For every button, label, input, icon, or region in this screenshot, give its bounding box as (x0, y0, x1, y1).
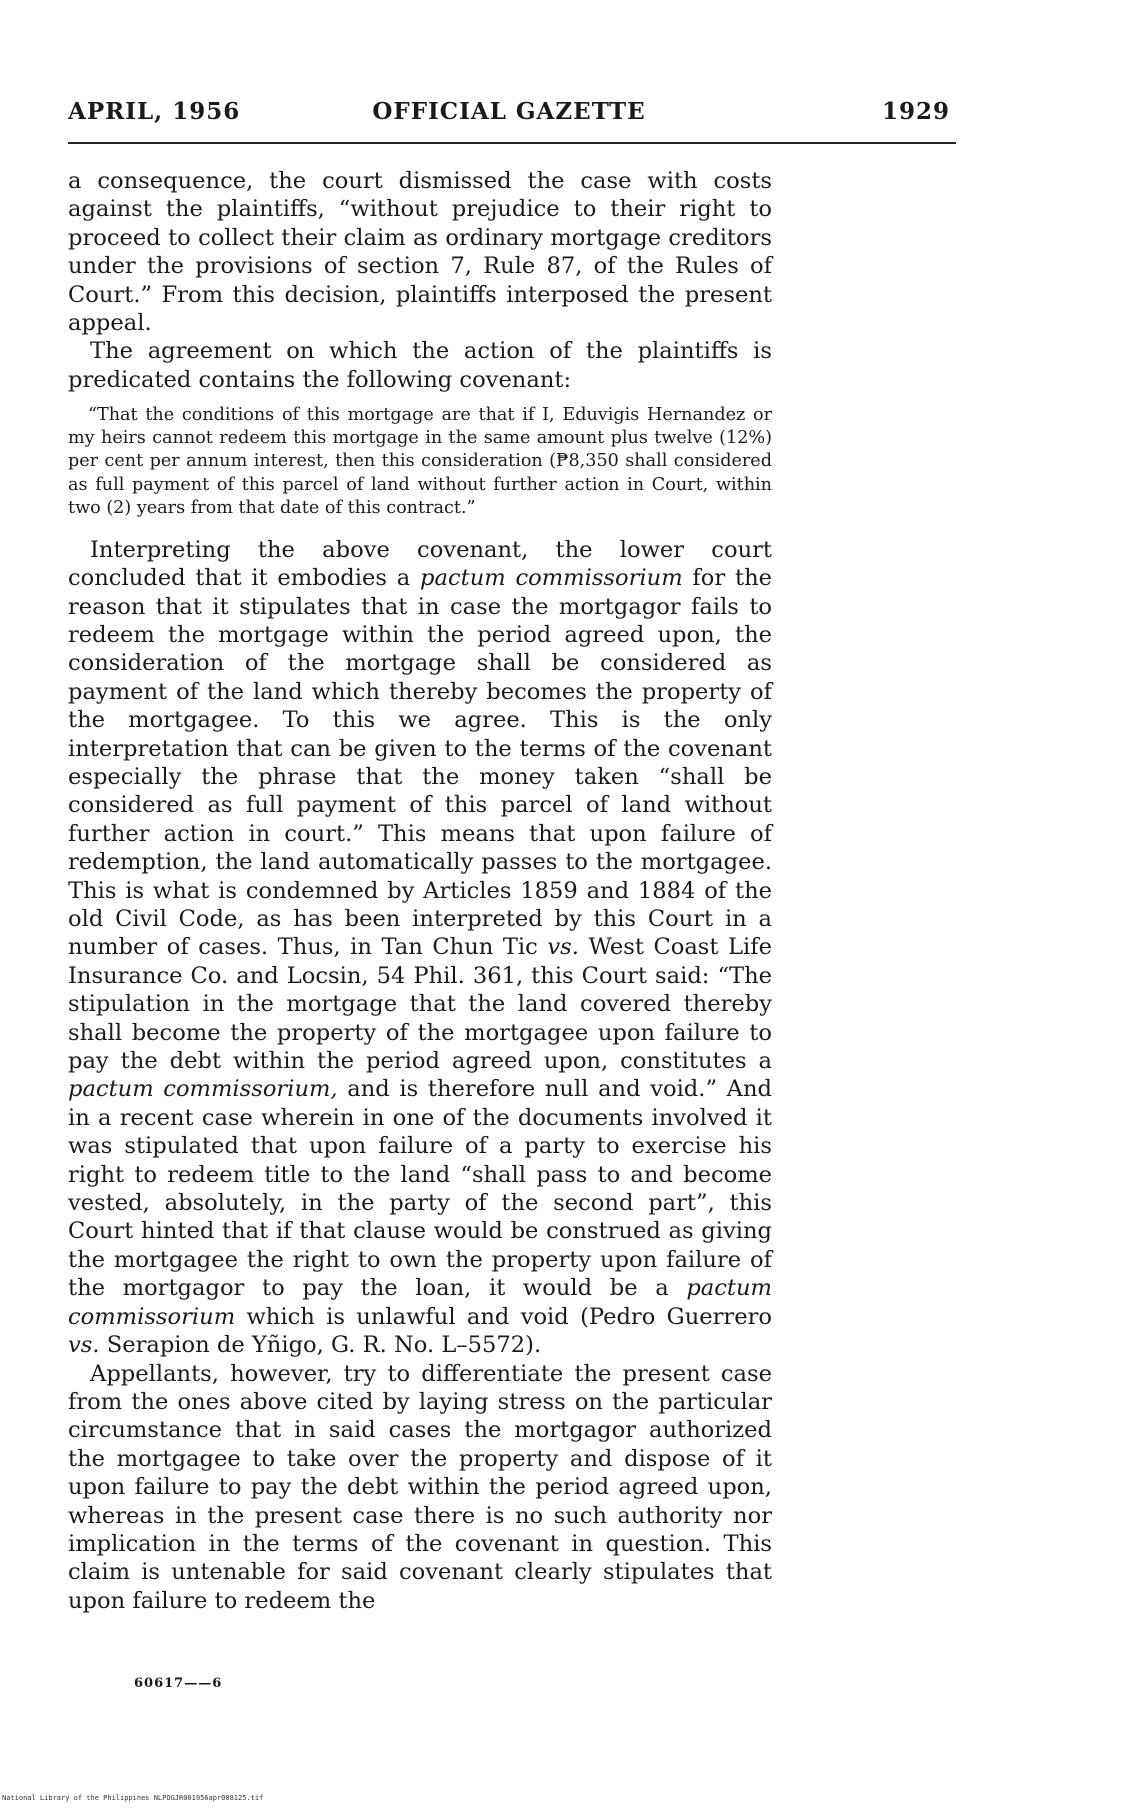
paragraph-2 (68, 337, 772, 394)
print-job-number: 60617——6 (134, 1676, 223, 1691)
header-page-number: 1929 (881, 98, 950, 125)
page-header (68, 98, 950, 134)
paragraph-3-italic: pactum commissorium (68, 1275, 772, 1330)
paragraph-3-text: which is unlawful and void (Pedro Guerrero (235, 1303, 772, 1330)
paragraph-1-text: a consequence, the court dismissed the case with costs against the plaintiffs, “without prejudice to their right to proceed to collect their claim as ordinary mortgage creditors under the provisions of section 7, Rule 87, of the Rules of Court.” From this decision, plaintiffs interposed the present appeal. (68, 168, 772, 337)
paragraph-3-text: Interpreting the above covenant, the lower court concluded that it embodies a (68, 536, 772, 592)
header-title: OFFICIAL GAZETTE (372, 98, 646, 125)
paragraph-3-italic: vs. (547, 934, 579, 961)
paragraph-3-text: West Coast Life Insurance Co. and Locsin, 54 Phil. 361, this Court said: “The stipulation in the mortgage that the land covered thereby shall become the property of the mortgagee upon failure to pay the debt within the period agreed upon, constitutes a (68, 934, 773, 1075)
paragraph-3-italic: vs. (68, 1332, 100, 1359)
paragraph-4-text: Appellants, however, try to differentiate the present case from the ones above cited by laying stress on the particular circumstance that in said cases the mortgagor authorized the mortgagee to take over the property and dispose of it upon failure to pay the debt within the period agreed upon, whereas in the present case there is no such authority nor implication in the terms of the covenant in question. This claim is untenable for said covenant clearly stipulates that upon failure to redeem the (68, 1360, 772, 1614)
body-text (68, 167, 772, 1615)
paragraph-4 (68, 1360, 772, 1616)
header-date: APRIL, 1956 (68, 98, 241, 125)
paragraph-2-text: The agreement on which the action of the plaintiffs is predicated contains the following covenant: (68, 338, 772, 393)
covenant-quote: “That the conditions of this mortgage are that if I, Eduvigis Hernandez or my heirs cannot redeem this mortgage in the same amount plus twelve (12%) per cent per annum interest, then this consideration (₱8,350 shall considered as full payment of this parcel of land without further action in Court, within two (2) years from that date of this contract.” (68, 405, 772, 518)
paragraph-3-italic: pactum commissorium, (68, 1076, 338, 1103)
scan-credit: National Library of the Philippines NLPOGJR001956apr008125.tif (2, 1794, 264, 1802)
paragraph-3-italic: pactum commissorium (420, 565, 683, 592)
header-rule (68, 142, 956, 144)
paragraph-3-text: and is therefore null and void.” And in a recent case wherein in one of the documents involved it was stipulated that upon failure of a party to exercise his right to redeem title to the land “shall pass to and become vested, absolutely, in the party of the second part”, this Court hinted that if that clause would be construed as giving the mortgagee the right to own the property upon failure of the mortgagor to pay the loan, it would be a (68, 1076, 772, 1302)
paragraph-3-text: for the reason that it stipulates that in case the mortgagor fails to redeem the mortgage within the period agreed upon, the consideration of the mortgage shall be considered as payment of the land which thereby becomes the property of the mortgagee. To this we agree. This is the only interpretation that can be given to the terms of the covenant especially the phrase that the money taken “shall be considered as full payment of this parcel of land without further action in court.” This means that upon failure of redemption, the land automatically passes to the mortgagee. This is what is condemned by Articles 1859 and 1884 of the old Civil Code, as has been interpreted by this Court in a number of cases. Thus, in Tan Chun Tic (68, 565, 773, 961)
paragraph-1 (68, 167, 772, 337)
paragraph-3-text: Serapion de Yñigo, G. R. No. L–5572). (99, 1332, 542, 1359)
paragraph-3 (68, 536, 772, 1360)
